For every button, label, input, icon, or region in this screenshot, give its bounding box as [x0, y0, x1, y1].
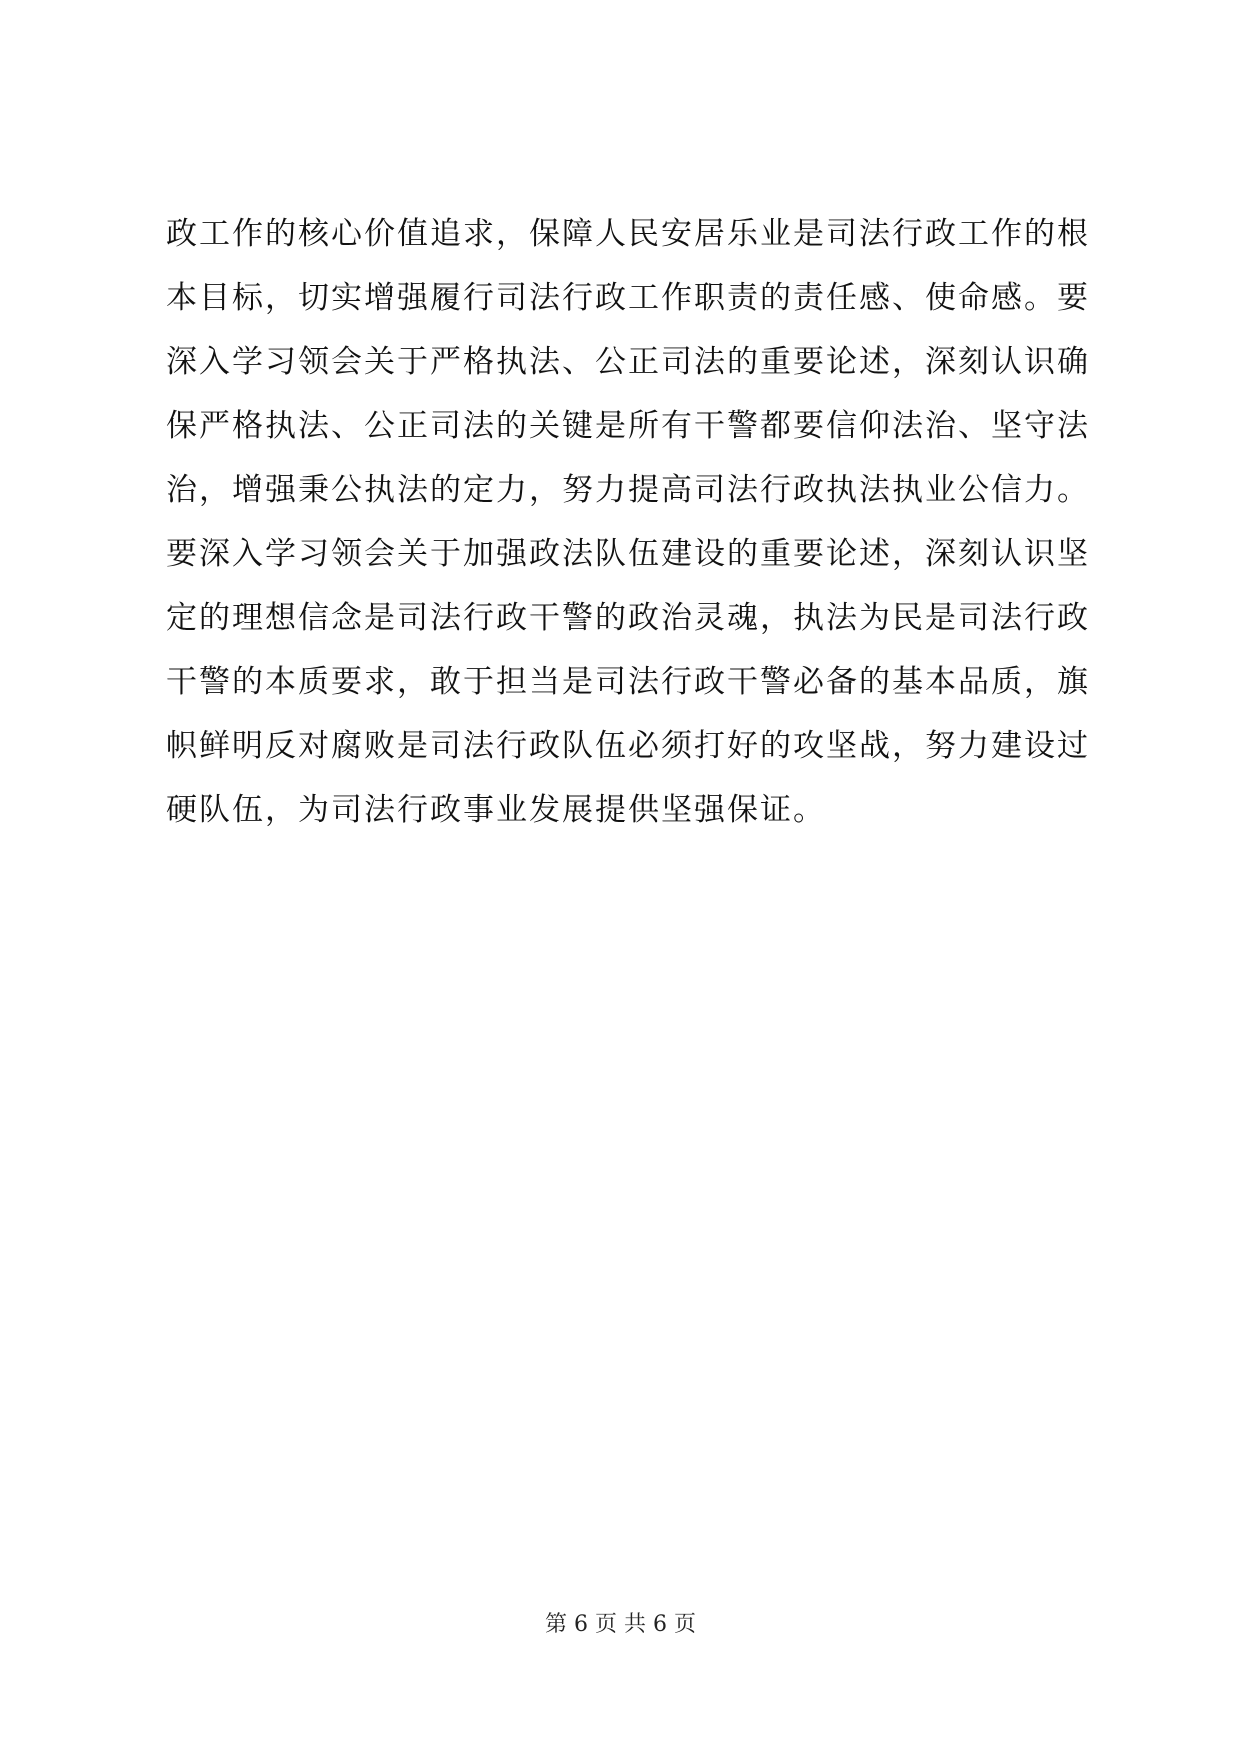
text-line: 治，增强秉公执法的定力，努力提高司法行政执法执业公信力。 [166, 472, 1090, 508]
text-line: 硬队伍，为司法行政事业发展提供坚强保证。 [166, 792, 826, 828]
text-line: 深入学习领会关于严格执法、公正司法的重要论述，深刻认识确 [166, 344, 1090, 380]
text-line: 定的理想信念是司法行政干警的政治灵魂，执法为民是司法行政 [166, 600, 1090, 636]
text-line: 要深入学习领会关于加强政法队伍建设的重要论述，深刻认识坚 [166, 536, 1090, 572]
text-line: 干警的本质要求，敢于担当是司法行政干警必备的基本品质，旗 [166, 664, 1090, 700]
text-line: 保严格执法、公正司法的关键是所有干警都要信仰法治、坚守法 [166, 408, 1090, 444]
text-line: 帜鲜明反对腐败是司法行政队伍必须打好的攻坚战，努力建设过 [166, 728, 1090, 764]
body-paragraph [166, 202, 1090, 842]
text-line: 本目标，切实增强履行司法行政工作职责的责任感、使命感。要 [166, 280, 1090, 316]
page-footer: 第 6 页 共 6 页 [545, 1612, 696, 1637]
text-line: 政工作的核心价值追求，保障人民安居乐业是司法行政工作的根 [166, 216, 1090, 252]
